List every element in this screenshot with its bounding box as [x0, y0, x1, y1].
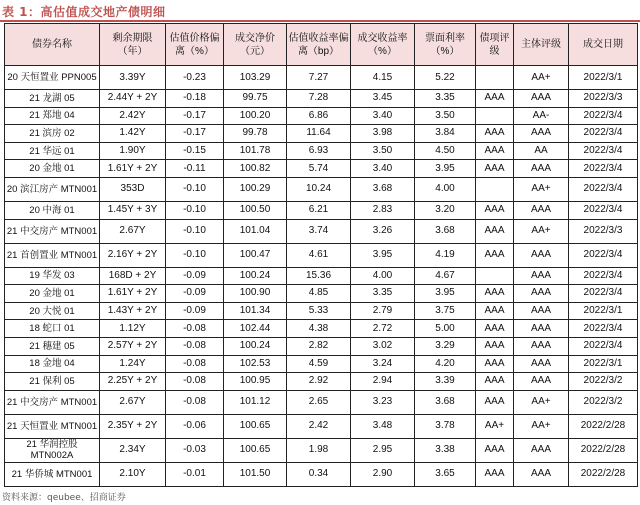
table-cell: 3.29: [415, 337, 476, 355]
table-cell: 3.68: [351, 177, 415, 201]
table-cell: 3.74: [287, 219, 351, 243]
table-cell: AAA: [476, 160, 514, 178]
table-cell: 1.90Y: [100, 142, 166, 160]
table-cell: 20 中海 01: [5, 201, 100, 219]
table-cell: 3.24: [351, 355, 415, 373]
table-cell: AA+: [514, 219, 569, 243]
table-cell: 2022/3/4: [569, 160, 638, 178]
table-cell: [476, 107, 514, 125]
table-cell: 2.34Y: [100, 438, 166, 462]
table-cell: AAA: [514, 243, 569, 267]
table-cell: 2022/3/1: [569, 355, 638, 373]
table-cell: AAA: [514, 302, 569, 320]
table-cell: 100.65: [224, 414, 287, 438]
source-note: 资料来源：qeubee、招商证券: [2, 493, 126, 503]
table-cell: 15.36: [287, 267, 351, 285]
table-cell: 100.82: [224, 160, 287, 178]
column-header: 债券名称: [5, 24, 100, 66]
table-cell: 21 中交房产 MTN001: [5, 219, 100, 243]
table-cell: AA+: [514, 390, 569, 414]
table-cell: 2.67Y: [100, 219, 166, 243]
table-cell: 100.24: [224, 337, 287, 355]
table-cell: 101.50: [224, 462, 287, 486]
table-cell: [476, 267, 514, 285]
table-cell: 101.78: [224, 142, 287, 160]
table-cell: 100.90: [224, 285, 287, 303]
table-cell: 6.93: [287, 142, 351, 160]
table-cell: 4.50: [415, 142, 476, 160]
table-row: [5, 107, 638, 125]
column-header: 主体评级: [514, 24, 569, 66]
table-cell: 2.42Y: [100, 107, 166, 125]
table-cell: 101.34: [224, 302, 287, 320]
table-cell: 2022/3/2: [569, 373, 638, 391]
table-title: 表 1：高估值成交地产债明细: [2, 5, 166, 19]
table-cell: 1.42Y: [100, 125, 166, 143]
table-row: [5, 125, 638, 143]
table-cell: 3.40: [351, 160, 415, 178]
table-cell: 19 华发 03: [5, 267, 100, 285]
table-cell: 3.50: [351, 142, 415, 160]
table-cell: 2022/2/28: [569, 462, 638, 486]
table-cell: 100.65: [224, 438, 287, 462]
table-cell: 1.12Y: [100, 320, 166, 338]
table-cell: 21 郑地 04: [5, 107, 100, 125]
table-cell: 2.65: [287, 390, 351, 414]
table-cell: 99.75: [224, 90, 287, 108]
table-cell: AAA: [514, 267, 569, 285]
table-cell: 2022/2/28: [569, 438, 638, 462]
table-cell: AAA: [514, 125, 569, 143]
table-row: [5, 302, 638, 320]
table-cell: 20 金地 01: [5, 160, 100, 178]
table-cell: 4.00: [351, 267, 415, 285]
table-cell: 3.78: [415, 414, 476, 438]
table-cell: 3.40: [351, 107, 415, 125]
table-cell: AAA: [514, 438, 569, 462]
table-cell: 2022/3/1: [569, 66, 638, 90]
table-row: [5, 177, 638, 201]
table-cell: 3.95: [415, 160, 476, 178]
table-cell: AAA: [476, 90, 514, 108]
table-cell: 21 中交房产 MTN001: [5, 390, 100, 414]
table-cell: -0.10: [166, 219, 224, 243]
table-row: [5, 201, 638, 219]
table-cell: 21 龙湖 05: [5, 90, 100, 108]
table-cell: 3.26: [351, 219, 415, 243]
table-cell: [476, 66, 514, 90]
table-cell: -0.17: [166, 107, 224, 125]
table-cell: 0.34: [287, 462, 351, 486]
table-cell: 2.35Y + 2Y: [100, 414, 166, 438]
table-cell: 3.68: [415, 219, 476, 243]
table-cell: -0.09: [166, 285, 224, 303]
table-cell: 353D: [100, 177, 166, 201]
table-row: [5, 355, 638, 373]
table-cell: AAA: [476, 320, 514, 338]
table-cell: 2022/3/4: [569, 337, 638, 355]
table-cell: 1.24Y: [100, 355, 166, 373]
table-cell: -0.08: [166, 337, 224, 355]
table-cell: AAA: [476, 201, 514, 219]
table-cell: 2.95: [351, 438, 415, 462]
table-cell: 2022/3/4: [569, 177, 638, 201]
table-cell: 2022/3/4: [569, 267, 638, 285]
table-cell: AAA: [476, 462, 514, 486]
table-cell: -0.17: [166, 125, 224, 143]
table-cell: 3.98: [351, 125, 415, 143]
bond-table: [4, 23, 638, 487]
table-cell: -0.10: [166, 177, 224, 201]
column-header: 估值收益率偏离（bp）: [287, 24, 351, 66]
table-cell: 1.98: [287, 438, 351, 462]
table-cell: -0.01: [166, 462, 224, 486]
table-cell: AAA: [514, 337, 569, 355]
table-row: [5, 160, 638, 178]
table-cell: 3.50: [415, 107, 476, 125]
table-cell: -0.08: [166, 320, 224, 338]
table-cell: -0.08: [166, 390, 224, 414]
table-cell: 21 天恒置业 MTN001: [5, 414, 100, 438]
table-cell: 2022/3/1: [569, 302, 638, 320]
table-cell: 100.95: [224, 373, 287, 391]
table-cell: 101.12: [224, 390, 287, 414]
table-cell: 2022/3/4: [569, 243, 638, 267]
table-cell: 20 金地 01: [5, 285, 100, 303]
table-cell: 4.00: [415, 177, 476, 201]
table-cell: AAA: [514, 201, 569, 219]
table-cell: 2022/3/4: [569, 142, 638, 160]
table-cell: 2022/3/4: [569, 125, 638, 143]
table-cell: AAA: [476, 285, 514, 303]
table-cell: 4.61: [287, 243, 351, 267]
table-cell: 3.02: [351, 337, 415, 355]
table-row: [5, 285, 638, 303]
table-cell: 3.45: [351, 90, 415, 108]
table-cell: 100.50: [224, 201, 287, 219]
table-cell: 5.00: [415, 320, 476, 338]
table-cell: 2.67Y: [100, 390, 166, 414]
table-cell: 10.24: [287, 177, 351, 201]
table-row: [5, 142, 638, 160]
table-cell: 3.20: [415, 201, 476, 219]
table-cell: 2022/3/4: [569, 320, 638, 338]
table-row: [5, 462, 638, 486]
table-cell: 7.28: [287, 90, 351, 108]
table-cell: AAA: [514, 320, 569, 338]
table-cell: 2022/3/3: [569, 90, 638, 108]
table-cell: AA+: [514, 414, 569, 438]
table-cell: AAA: [514, 90, 569, 108]
table-cell: 3.39Y: [100, 66, 166, 90]
table-cell: AAA: [476, 142, 514, 160]
table-cell: 100.20: [224, 107, 287, 125]
table-cell: 2.44Y + 2Y: [100, 90, 166, 108]
table-cell: 1.43Y + 2Y: [100, 302, 166, 320]
table-cell: AAA: [476, 125, 514, 143]
table-cell: -0.09: [166, 267, 224, 285]
table-cell: 102.53: [224, 355, 287, 373]
table-cell: -0.08: [166, 355, 224, 373]
table-cell: 3.68: [415, 390, 476, 414]
table-cell: AAA: [476, 337, 514, 355]
table-cell: 4.67: [415, 267, 476, 285]
table-row: [5, 414, 638, 438]
table-cell: 3.23: [351, 390, 415, 414]
table-cell: AAA: [476, 373, 514, 391]
table-cell: AAA: [476, 302, 514, 320]
table-cell: 21 保利 05: [5, 373, 100, 391]
table-cell: 3.48: [351, 414, 415, 438]
table-cell: AAA: [476, 219, 514, 243]
table-cell: 2.42: [287, 414, 351, 438]
table-cell: 103.29: [224, 66, 287, 90]
table-cell: 2.10Y: [100, 462, 166, 486]
table-cell: AAA: [514, 355, 569, 373]
column-header: 票面利率（%）: [415, 24, 476, 66]
table-cell: 3.65: [415, 462, 476, 486]
table-cell: AAA: [514, 373, 569, 391]
table-cell: 3.35: [415, 90, 476, 108]
table-cell: AA+: [514, 66, 569, 90]
table-cell: -0.23: [166, 66, 224, 90]
title-rule: [0, 20, 640, 22]
table-cell: 18 金地 04: [5, 355, 100, 373]
table-cell: 6.86: [287, 107, 351, 125]
table-cell: 4.85: [287, 285, 351, 303]
table-cell: 21 华侨城 MTN001: [5, 462, 100, 486]
table-cell: 21 华远 01: [5, 142, 100, 160]
table-cell: 2022/3/2: [569, 390, 638, 414]
table-row: [5, 219, 638, 243]
table-cell: 101.04: [224, 219, 287, 243]
table-cell: -0.09: [166, 302, 224, 320]
table-cell: 3.95: [415, 285, 476, 303]
table-cell: 2022/3/3: [569, 219, 638, 243]
table-cell: 2.16Y + 2Y: [100, 243, 166, 267]
table-cell: 18 蛇口 01: [5, 320, 100, 338]
table-cell: 3.75: [415, 302, 476, 320]
table-cell: 102.44: [224, 320, 287, 338]
table-cell: 21 华润控股 MTN002A: [5, 438, 100, 462]
table-header-row: [5, 24, 638, 66]
table-cell: 5.74: [287, 160, 351, 178]
table-cell: 4.38: [287, 320, 351, 338]
table-cell: 2.82: [287, 337, 351, 355]
table-cell: AA+: [476, 414, 514, 438]
table-cell: AAA: [514, 160, 569, 178]
table-row: [5, 243, 638, 267]
table-cell: 2.57Y + 2Y: [100, 337, 166, 355]
table-cell: AAA: [476, 438, 514, 462]
table-cell: 2.92: [287, 373, 351, 391]
table-cell: AA-: [514, 107, 569, 125]
table-cell: 100.29: [224, 177, 287, 201]
table-cell: AAA: [514, 285, 569, 303]
table-cell: -0.18: [166, 90, 224, 108]
table-cell: -0.03: [166, 438, 224, 462]
table-cell: 168D + 2Y: [100, 267, 166, 285]
table-cell: 1.61Y + 2Y: [100, 285, 166, 303]
table-cell: AAA: [476, 355, 514, 373]
table-cell: 2.83: [351, 201, 415, 219]
table-cell: -0.10: [166, 201, 224, 219]
table-cell: 2.25Y + 2Y: [100, 373, 166, 391]
table-cell: 1.45Y + 3Y: [100, 201, 166, 219]
table-cell: 20 大悦 01: [5, 302, 100, 320]
table-cell: 2022/3/4: [569, 107, 638, 125]
column-header: 成交净价（元）: [224, 24, 287, 66]
table-cell: AA: [514, 142, 569, 160]
table-cell: -0.06: [166, 414, 224, 438]
table-cell: 2.79: [351, 302, 415, 320]
table-cell: -0.10: [166, 243, 224, 267]
table-row: [5, 90, 638, 108]
table-cell: 2.94: [351, 373, 415, 391]
table-cell: 3.38: [415, 438, 476, 462]
table-cell: -0.11: [166, 160, 224, 178]
table-cell: [476, 177, 514, 201]
table-row: [5, 267, 638, 285]
table-row: [5, 320, 638, 338]
table-cell: 100.47: [224, 243, 287, 267]
table-cell: 4.19: [415, 243, 476, 267]
table-cell: 2.90: [351, 462, 415, 486]
table-cell: 11.64: [287, 125, 351, 143]
column-header: 成交日期: [569, 24, 638, 66]
table-cell: 4.20: [415, 355, 476, 373]
table-cell: 20 天恒置业 PPN005: [5, 66, 100, 90]
table-row: [5, 66, 638, 90]
table-cell: 5.33: [287, 302, 351, 320]
column-header: 债项评级: [476, 24, 514, 66]
table-cell: 5.22: [415, 66, 476, 90]
table-cell: 6.21: [287, 201, 351, 219]
table-cell: AAA: [476, 390, 514, 414]
column-header: 成交收益率（%）: [351, 24, 415, 66]
column-header: 估值价格偏离（%）: [166, 24, 224, 66]
table-cell: -0.15: [166, 142, 224, 160]
table-cell: AAA: [514, 462, 569, 486]
table-cell: 3.35: [351, 285, 415, 303]
table-cell: AAA: [476, 243, 514, 267]
table-cell: 21 穗建 05: [5, 337, 100, 355]
column-header: 剩余期限（年）: [100, 24, 166, 66]
table-cell: 3.95: [351, 243, 415, 267]
table-cell: 3.84: [415, 125, 476, 143]
table-row: [5, 373, 638, 391]
table-cell: -0.08: [166, 373, 224, 391]
table-cell: 7.27: [287, 66, 351, 90]
table-cell: 21 滨房 02: [5, 125, 100, 143]
table-cell: 99.78: [224, 125, 287, 143]
table-cell: 2.72: [351, 320, 415, 338]
table-cell: 2022/3/4: [569, 285, 638, 303]
table-cell: 21 首创置业 MTN001: [5, 243, 100, 267]
table-cell: 20 滨江房产 MTN001: [5, 177, 100, 201]
table-cell: 4.59: [287, 355, 351, 373]
table-row: [5, 438, 638, 462]
table-cell: 2022/3/4: [569, 201, 638, 219]
table-cell: 1.61Y + 2Y: [100, 160, 166, 178]
table-cell: 2022/2/28: [569, 414, 638, 438]
table-cell: AA+: [514, 177, 569, 201]
table-cell: 3.39: [415, 373, 476, 391]
table-cell: 100.24: [224, 267, 287, 285]
table-row: [5, 390, 638, 414]
table-row: [5, 337, 638, 355]
table-cell: 4.15: [351, 66, 415, 90]
